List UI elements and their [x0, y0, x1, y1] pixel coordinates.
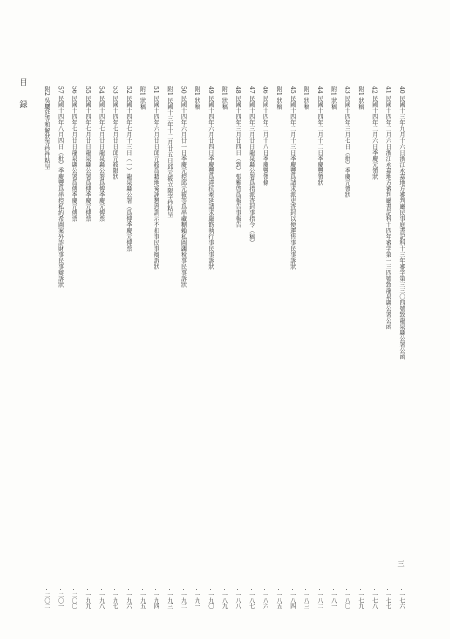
toc-entry-title: 55 民國十四年七月廿日龍泉縣公署爲傳季慶元傳票 — [83, 86, 91, 222]
toc-entry-page: 一九七 — [111, 592, 119, 609]
dot-leader — [319, 589, 323, 590]
toc-entry — [98, 86, 105, 626]
toc-entry — [343, 86, 350, 626]
dot-leader — [87, 589, 91, 590]
toc-entry-page: 一九〇 — [206, 592, 214, 609]
toc-entry-title: 47 民國十四年三月廿日龍泉縣公署爲指派查封事指令（稿） — [247, 86, 255, 246]
page-number: 三 — [397, 560, 405, 567]
toc-entry — [57, 86, 64, 626]
toc-entry-title: 52 民國十四年七月十三日（一）龍泉縣公署（爲傳季慶元傳票 — [124, 86, 132, 252]
dot-leader — [210, 589, 214, 590]
dot-leader — [155, 589, 159, 590]
toc-entry-title: 49 民國十四年六月廿四日季慶豐爲違抗牽延請求嚴飭執行事民事訴狀 — [206, 86, 214, 270]
toc-entry-title: 48 民國十四年三月廿四日（到）張雅啓爲報告事報告 — [234, 86, 242, 228]
toc-entry — [180, 86, 187, 626]
toc-entry-page: 一七九 — [357, 592, 365, 609]
toc-entry-page: 二〇二 — [43, 592, 50, 609]
toc-entry-title: 46 民國十四年二月十八日季慶豐領條 — [261, 86, 269, 186]
toc-entry-title: 附1 狀稿 — [357, 86, 365, 110]
toc-entry-title: 54 民國十四年七月廿日龍泉縣公署爲傳季慶元傳票 — [97, 86, 105, 222]
toc-entry — [302, 86, 309, 626]
toc-entry-title: 53 民國十四年七月廿日邱元筱限狀 — [111, 86, 119, 180]
toc-entry — [330, 86, 337, 626]
toc-entry-title: 附1 狀稿 — [302, 86, 310, 110]
toc-entry-page: 一八〇 — [343, 592, 351, 609]
toc-entry-page: 一九二 — [179, 592, 187, 609]
toc-entry-title: 附1 狀稿 — [329, 86, 337, 110]
toc-entry-title: 附1 狀稿 — [193, 86, 201, 110]
toc-entry-title: 附1 狀稿 — [275, 86, 283, 110]
toc-entry-page: 一九四 — [152, 592, 160, 609]
dot-leader — [360, 589, 364, 590]
toc-entry — [289, 86, 296, 626]
toc-entry — [275, 86, 282, 626]
toc-entry-title: 45 民國十四年二月十三日季慶豐爲請求派吏查封以便運售事民事訴狀 — [288, 86, 296, 270]
toc-entry-page: 一七七 — [384, 592, 392, 609]
toc-entry — [84, 86, 91, 626]
toc-entry-title: 附1 狀稿 — [220, 86, 228, 110]
running-header: 目 録 — [19, 78, 28, 111]
toc-entry-title: 44 民國十四年二月十二日季慶豐領狀 — [316, 86, 324, 186]
dot-leader — [292, 589, 296, 590]
toc-entry-title: 附1 狀稿 — [138, 86, 146, 110]
toc-entry-page: 一八六 — [261, 592, 269, 609]
dot-leader — [346, 589, 350, 590]
toc-entry-page: 一七八 — [370, 592, 378, 609]
dot-leader — [46, 589, 50, 590]
toc-entry — [207, 86, 214, 626]
toc-entry-title: 56 民國十四年七月廿日龍泉縣公署爲傳季慶元傳票 — [70, 86, 78, 222]
toc-entry — [166, 86, 173, 626]
toc-entry-page: 一七六 — [398, 592, 405, 609]
toc-entry-title: 41 民國十四年二月六日浙江永嘉地方審判廳書記科十四年審字第一三四號致龍泉縣公署公函 — [384, 86, 392, 330]
toc-entry-page: 一九五 — [138, 592, 146, 609]
toc-entry — [357, 86, 364, 626]
dot-leader — [73, 589, 77, 590]
dot-leader — [237, 589, 241, 590]
toc-entry — [384, 86, 391, 626]
toc-entry-title: 51 民國十四年六月廿日邱元筱爲藉地冤誣懇恩訓示不扣事民事辯訴狀 — [152, 86, 160, 270]
toc-entry — [398, 86, 405, 626]
dot-leader — [401, 589, 405, 590]
table-of-contents — [0, 86, 450, 626]
dot-leader — [60, 589, 64, 590]
dot-leader — [101, 589, 105, 590]
toc-entry — [43, 86, 50, 626]
toc-entry-title: 40 民國十三年九月十六日浙江永嘉地方審判廳民事庭書記科十三年審字第三三〇四號致龍泉縣公署公函 — [398, 86, 405, 360]
toc-entry-page: 一九九 — [83, 592, 91, 609]
toc-entry — [248, 86, 255, 626]
toc-entry-page: 一九一 — [193, 592, 201, 609]
toc-entry-page: 一八二 — [316, 592, 324, 609]
toc-entry — [234, 86, 241, 626]
dot-leader — [128, 589, 132, 590]
toc-entry-page: 一八一 — [329, 592, 337, 609]
toc-entry — [193, 86, 200, 626]
toc-entry-title: 50 民國十四年六月廿一日季慶元控邱元筱等爲串藏糊賴私圖蠲稅事民事訴狀 — [179, 86, 187, 288]
toc-entry-page: 一八八 — [234, 592, 242, 609]
toc-entry-title: 43 民國十四年三月七日（批）季慶元領狀 — [343, 86, 351, 198]
toc-entry — [221, 86, 228, 626]
toc-entry-title: 57 民國十四年八月四日（批）季慶豐爲串控私約希圖案外詐財事民事辯訴狀 — [56, 86, 64, 288]
dot-leader — [374, 589, 378, 590]
dot-leader — [183, 589, 187, 590]
toc-entry — [125, 86, 132, 626]
toc-entry-page: 一八四 — [288, 592, 296, 609]
toc-entry — [152, 86, 159, 626]
dot-leader — [305, 589, 309, 590]
toc-entry — [70, 86, 77, 626]
toc-entry — [139, 86, 146, 626]
toc-entry — [371, 86, 378, 626]
dot-leader — [278, 589, 282, 590]
dot-leader — [224, 589, 228, 590]
toc-entry-page: 一九八 — [97, 592, 105, 609]
toc-entry-page: 一九六 — [124, 592, 132, 609]
dot-leader — [333, 589, 337, 590]
toc-entry — [111, 86, 118, 626]
toc-entry-page: 一八七 — [247, 592, 255, 609]
toc-entry-page: 二〇〇 — [70, 592, 78, 609]
toc-entry-page: 一八三 — [302, 592, 310, 609]
toc-entry-title: 附1 民國十三年十二月廿五日邱元筱立限字抄粘呈 — [165, 86, 173, 218]
toc-entry-page: 一九三 — [165, 592, 173, 609]
dot-leader — [169, 589, 173, 590]
toc-entry-page: 二〇一 — [56, 592, 64, 609]
dot-leader — [251, 589, 255, 590]
dot-leader — [264, 589, 268, 590]
dot-leader — [387, 589, 391, 590]
dot-leader — [142, 589, 146, 590]
toc-entry — [316, 86, 323, 626]
dot-leader — [114, 589, 118, 590]
toc-entry-page: 一八五 — [275, 592, 283, 609]
toc-entry-title: 42 民國十四年二月六日季慶元領狀 — [370, 86, 378, 180]
dot-leader — [196, 589, 200, 590]
toc-entry-title: 附2 吳驪廷等和解狀等抄件粘呈 — [43, 86, 50, 170]
toc-entry — [261, 86, 268, 626]
toc-entry-page: 一八九 — [220, 592, 228, 609]
